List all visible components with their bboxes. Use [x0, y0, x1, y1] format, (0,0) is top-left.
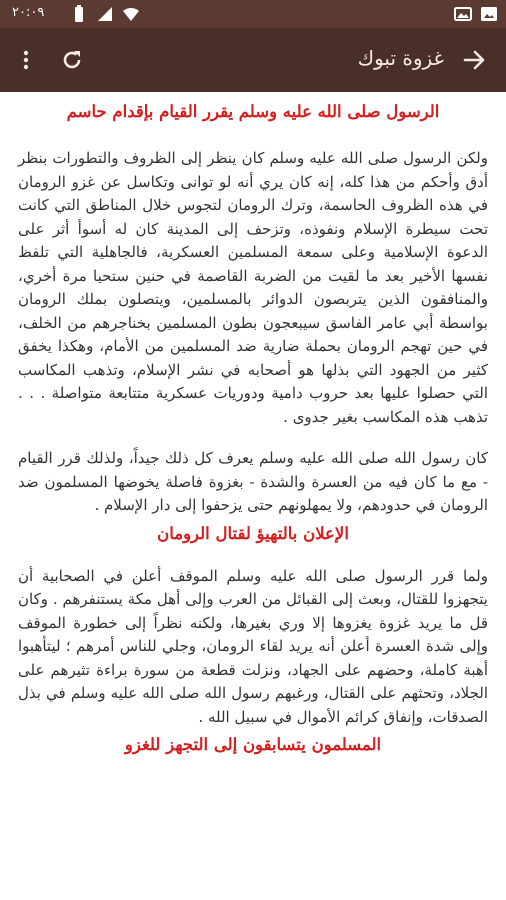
refresh-icon[interactable] [58, 46, 86, 74]
wifi-icon [122, 5, 140, 23]
more-vert-icon[interactable] [12, 46, 40, 74]
gallery-icon [454, 5, 472, 23]
arrow-back-icon[interactable] [460, 46, 488, 74]
paragraph-situation-analysis: ولكن الرسول صلى الله عليه وسلم كان ينظر إلى الظروف والتطورات بنظر أدق وأحكم من هذا كله، إنه كان يري أنه لو توانى وتكاسل عن غزو الرومان في هذه الظروف الحاسمة، وترك الرومان لتجوس خلال المناطق التي كانت تحت سيطرة الإسلام ونفوذه، وتزحف إلى المدينة كان له أسوأ أثر على الدعوة الإسلامية وعلى سمعة المسلمين العسكرية، فالجاهلية التي تلفظ نفسها الأخير بعد ما لقيت من الضربة القاصمة في حنين ستحيا مرة أخري، والمنافقون الذين يتربصون الدوائر بالمسلمين، ويتصلون بملك الرومان بواسطة أبي عامر الفاسق سيبعجون بطون المسلمين بخناجرهم من الخلف، في حين تهجم الرومان بحملة ضارية ضد المسلمين من الأمام، وهكذا يخفق كثير من الجهود التي بذلها هو أصحابه في نشر الإسلام، وتذهب المكاسب التي حصلوا عليها بعد حروب دامية ودوريات عسكرية متتابعة متواصلة . . . تذهب هذه المكاسب بغير جدوى . [18, 149, 488, 426]
status-icons-right [454, 5, 498, 23]
status-bar [0, 0, 506, 28]
section-heading-preparation: المسلمون يتسابقون إلى التجهز للغزو [124, 735, 382, 754]
paragraph-decision: كان رسول الله صلى الله عليه وسلم يعرف كل ذلك جيداً، ولذلك قرر القيام - مع ما كان فيه من العسرة والشدة - بغزوة فاصلة يخوضها المسلمون ضد الرومان في حدودهم، ولا يمهلونهم حتى يزحفوا إلى دار الإسلام . [18, 449, 488, 514]
paragraph-announcement: ولما قرر الرسول صلى الله عليه وسلم الموقف أعلن في الصحابية أن يتجهزوا للقتال، وبعث إلى القبائل من العرب وإلى أهل مكة يستنفرهم . وكان قل ما يريد غزوة يغزوها إلا وري بغيرها، ولكنه نظراً إلى خطورة الموقف وإلى شدة العسرة أعلن أنه يريد لقاء الرومان، وجلي للناس أمرهم ؛ ليتأهبوا أهبة كاملة، وحضهم على الجهاد، ونزلت قطعة من سورة براءة تثيرهم على الجلاد، وتحثهم على القتال، ورغبهم رسول الله صلى الله عليه وسلم في بذل الصدقات، وإنفاق كرائم الأموال في سبيل الله . [18, 566, 488, 726]
section-heading-decisive-action: الرسول صلى الله عليه وسلم يقرر القيام بإقدام حاسم [66, 102, 440, 121]
battery-icon [70, 5, 88, 23]
section-heading-announcement: الإعلان بالتهيؤ لقتال الرومان [157, 523, 349, 543]
page-title: غزوة تبوك [357, 46, 444, 70]
status-icons-system [70, 5, 140, 23]
signal-icon [96, 5, 114, 23]
photo-icon [480, 5, 498, 23]
status-time: ٢٠:٠٩ [12, 5, 45, 20]
article-content[interactable] [0, 92, 506, 900]
app-bar [0, 28, 506, 92]
